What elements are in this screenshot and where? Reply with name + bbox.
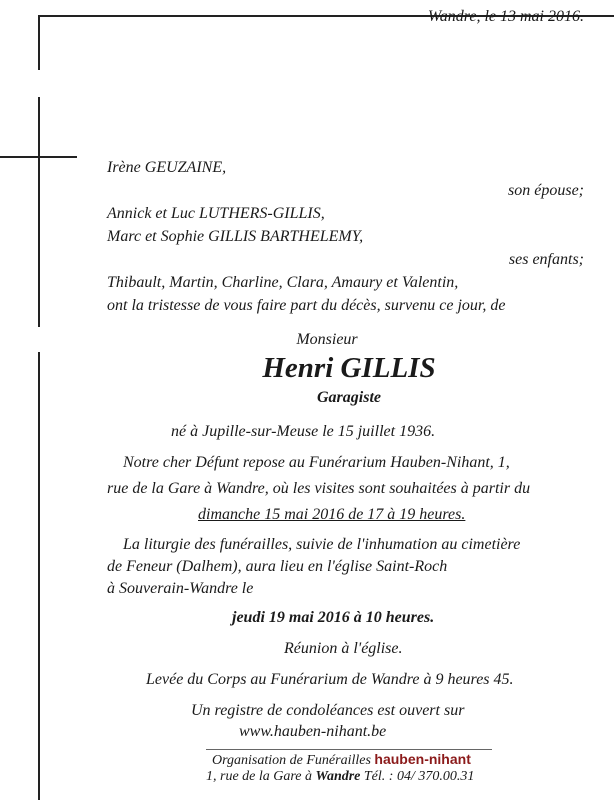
footer-address-street: 1, rue de la Gare à bbox=[206, 769, 313, 784]
salutation: Monsieur bbox=[296, 331, 358, 348]
brand-logo: hauben-nihant bbox=[374, 751, 471, 767]
birth-line: né à Jupille-sur-Meuse le 15 juillet 1936. bbox=[171, 423, 436, 440]
footer-phone: Tél. : 04/ 370.00.31 bbox=[363, 769, 475, 784]
announcement-line: ont la tristesse de vous faire part du décès, survenu ce jour, de bbox=[107, 297, 506, 314]
family-line: Irène GEUZAINE, bbox=[107, 159, 227, 176]
family-line: Marc et Sophie GILLIS BARTHELEMY, bbox=[107, 228, 364, 245]
family-role: ses enfants; bbox=[508, 251, 584, 268]
frame-left-rule bbox=[38, 352, 40, 800]
rest-line: rue de la Gare à Wandre, où les visites sont souhaitées à partir du bbox=[107, 480, 531, 497]
funeral-line: à Souverain-Wandre le bbox=[107, 580, 254, 597]
family-line: Thibault, Martin, Charline, Clara, Amaury et Valentin, bbox=[107, 274, 459, 291]
footer-organisation bbox=[212, 751, 471, 769]
place-date: Wandre, le 13 mai 2016. bbox=[427, 8, 584, 25]
levee-line: Levée du Corps au Funérarium de Wandre à 9 heures 45. bbox=[146, 671, 514, 688]
deceased-name: Henri GILLIS bbox=[262, 352, 436, 384]
family-role: son épouse; bbox=[508, 182, 584, 199]
funeral-date: jeudi 19 mai 2016 à 10 heures. bbox=[232, 609, 435, 626]
rest-line: Notre cher Défunt repose au Funérarium Hauben-Nihant, 1, bbox=[123, 454, 510, 471]
footer-divider bbox=[206, 749, 492, 750]
visiting-hours: dimanche 15 mai 2016 de 17 à 19 heures. bbox=[198, 506, 466, 523]
frame-left-rule bbox=[38, 97, 40, 327]
register-website: www.hauben-nihant.be bbox=[239, 723, 387, 740]
family-line: Annick et Luc LUTHERS-GILLIS, bbox=[107, 205, 325, 222]
funeral-line: La liturgie des funérailles, suivie de l'inhumation au cimetière bbox=[123, 536, 521, 553]
meeting-line: Réunion à l'église. bbox=[284, 640, 403, 657]
funeral-line: de Feneur (Dalhem), aura lieu en l'église Saint-Roch bbox=[107, 558, 448, 575]
frame-left-rule bbox=[38, 15, 40, 70]
cross-icon bbox=[0, 156, 77, 158]
footer-org-label: Organisation de Funérailles bbox=[212, 753, 371, 768]
footer-address bbox=[206, 769, 474, 785]
deceased-profession: Garagiste bbox=[317, 389, 381, 406]
footer-address-town: Wandre bbox=[315, 769, 361, 784]
register-line: Un registre de condoléances est ouvert sur bbox=[191, 702, 465, 719]
